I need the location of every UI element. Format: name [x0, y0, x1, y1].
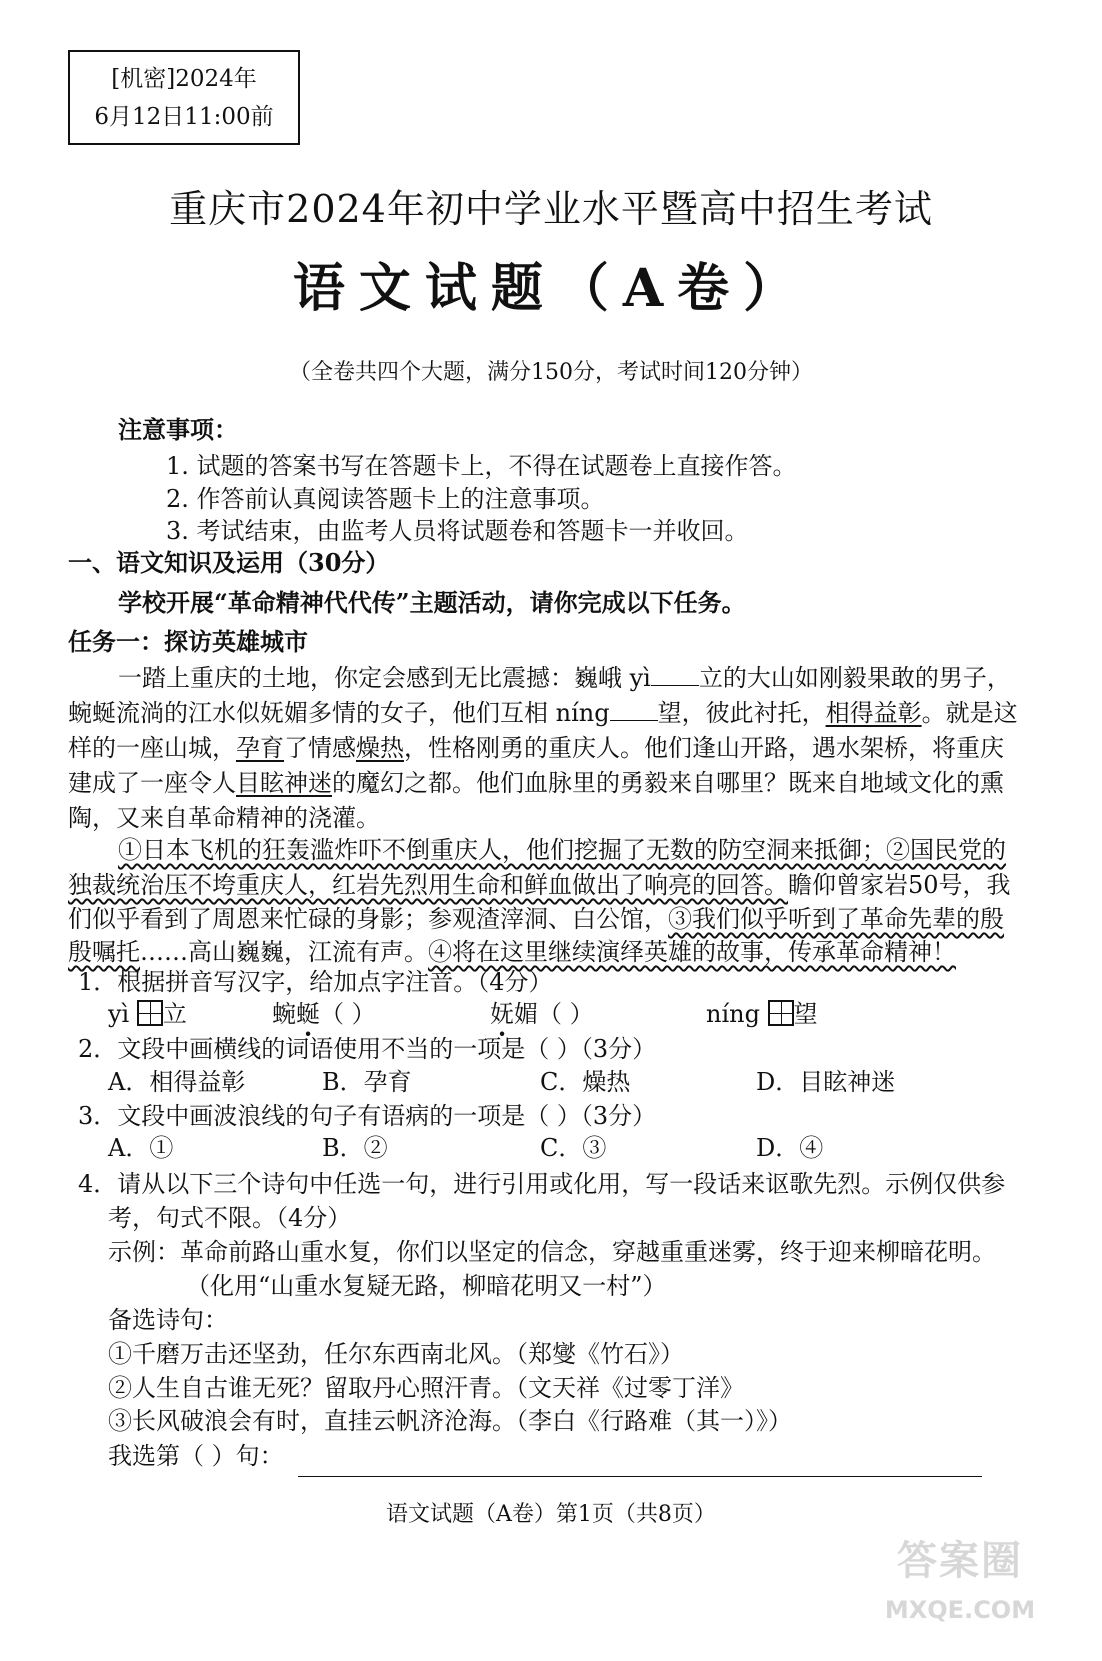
notes-heading: 注意事项：	[118, 415, 238, 444]
passage-text: 立的大山如刚毅果敢的男子，	[698, 664, 1011, 692]
passage-text: ……高山巍巍，江流有声。	[140, 938, 428, 966]
char-wang: 望	[793, 1000, 818, 1028]
word-wanyan: 蜿蜒	[272, 1000, 320, 1028]
watermark-text-cn: 答案圈	[897, 1538, 1023, 1584]
passage-text: ，性格刚勇的重庆人。他们逢山开路，遇水架桥，将重庆	[404, 734, 1004, 762]
wavy-sentence: ④将在这里继续演绎英雄的故事，传承革命精神！	[428, 938, 956, 966]
question-1-item-w2	[490, 994, 594, 1029]
question-4-stem-2: 考，句式不限。（4分）	[108, 1204, 352, 1232]
confidential-box	[68, 50, 300, 145]
question-4-example-note: （化用“山重水复疑无路，柳暗花明又一村”）	[186, 1272, 667, 1300]
wavy-sentence: ①日本飞机的狂轰滥炸吓不倒重庆人，他们挖掘了无数的防空洞来抵御；②国民党的	[118, 836, 1006, 864]
answer-line[interactable]	[298, 1476, 982, 1477]
question-1-item-w1	[272, 994, 376, 1029]
underlined-word: 孕育	[236, 734, 284, 762]
word-wumei: 妩媚	[490, 1000, 538, 1028]
passage-line: 陶，又来自革命精神的浇灌。	[68, 804, 380, 832]
answer-box-yi[interactable]	[137, 1000, 163, 1026]
confidential-line-1: [机密]2024年	[111, 66, 257, 92]
passage-line	[68, 693, 1018, 728]
section-intro: 学校开展“革命精神代代传”主题活动，请你完成以下任务。	[118, 588, 746, 617]
paper-subtitle: （全卷共四个大题，满分150分，考试时间120分钟）	[289, 360, 813, 385]
passage-text: 了情感	[284, 734, 356, 762]
passage-line	[118, 830, 1006, 865]
passage-text: 瞻仰曾家岩50号，我	[788, 871, 1011, 899]
answer-box-ning[interactable]	[768, 1000, 794, 1026]
confidential-line-2: 6月12日11:00前	[94, 104, 274, 130]
passage-line	[118, 658, 1011, 693]
passage-text: 。就是这	[921, 699, 1018, 727]
passage-line	[68, 763, 1004, 798]
question-3-option-d[interactable]: D．④	[756, 1134, 824, 1162]
passage-line	[68, 728, 1004, 763]
question-2-option-d[interactable]: D．目眩神迷	[756, 1068, 896, 1096]
task-heading: 任务一：探访英雄城市	[68, 627, 308, 656]
underlined-word: 燥热	[356, 734, 404, 762]
question-2-stem: 2．文段中画横线的词语使用不当的一项是（ ）（3分）	[78, 1035, 657, 1063]
note-item-1: 1. 试题的答案书写在答题卡上，不得在试题卷上直接作答。	[166, 452, 797, 480]
passage-text: 蜿蜒流淌的江水似妩媚多情的女子，他们互相 níng	[68, 699, 610, 727]
question-2-option-a[interactable]: A．相得益彰	[108, 1068, 246, 1096]
blank-ning	[610, 720, 658, 721]
answer-paren[interactable]: （ ）	[320, 1000, 376, 1028]
pinyin-ning: níng	[706, 1000, 760, 1028]
blank-yi	[651, 685, 699, 686]
passage-text: 望，彼此衬托，	[657, 699, 826, 727]
question-3-option-b[interactable]: B．②	[322, 1134, 388, 1162]
note-item-2: 2. 作答前认真阅读答题卡上的注意事项。	[166, 485, 605, 513]
question-2-option-c[interactable]: C．燥热	[540, 1068, 631, 1096]
question-1-item-ning	[706, 994, 818, 1029]
question-1-stem: 1．根据拼音写汉字，给加点字注音。（4分）	[78, 968, 553, 996]
poem-option-2: ②人生自古谁无死？留取丹心照汗青。（文天祥《过零丁洋》	[108, 1374, 744, 1402]
underlined-word: 目眩神迷	[236, 769, 332, 797]
passage-line	[68, 899, 1004, 934]
passage-text: 样的一座山城，	[68, 734, 236, 762]
question-1-item-yi	[108, 994, 187, 1029]
char-li: 立	[162, 1000, 187, 1028]
section-heading: 一、语文知识及运用（30分）	[68, 548, 390, 577]
passage-text: 们似乎看到了周恩来忙碌的身影；参观渣滓洞、白公馆，	[68, 905, 668, 933]
wavy-sentence: 殷嘱托	[68, 938, 140, 966]
passage-text: 建成了一座令人	[68, 769, 236, 797]
question-3-option-c[interactable]: C．③	[540, 1134, 607, 1162]
passage-text: 一踏上重庆的土地，你定会感到无比震撼：巍峨 yì	[118, 664, 651, 692]
watermark-text-en: MXQE.COM	[884, 1596, 1036, 1624]
passage-line	[68, 865, 1011, 900]
question-3-option-a[interactable]: A．①	[108, 1134, 174, 1162]
question-4-choose: 我选第（ ）句：	[108, 1442, 284, 1470]
underlined-word: 相得益彰	[825, 699, 922, 727]
paper-title: 语文试题（A卷）	[292, 258, 810, 319]
poem-option-1: ①千磨万击还坚劲，任尔东西南北风。（郑燮《竹石》）	[108, 1340, 684, 1368]
question-4-example: 示例：革命前路山重水复，你们以坚定的信念，穿越重重迷雾，终于迎来柳暗花明。	[108, 1238, 996, 1266]
wavy-sentence: ③我们似乎听到了革命先辈的殷	[668, 905, 1004, 933]
watermark-logo	[880, 1525, 1040, 1655]
answer-paren[interactable]: （ ）	[538, 1000, 594, 1028]
question-2-option-b[interactable]: B．孕育	[322, 1068, 412, 1096]
page-footer: 语文试题（A卷）第1页（共8页）	[386, 1502, 716, 1527]
wavy-sentence: 独裁统治压不垮重庆人，红岩先烈用生命和鲜血做出了响亮的回答。	[68, 871, 788, 899]
poem-option-3: ③长风破浪会有时，直挂云帆济沧海。（李白《行路难（其一）》）	[108, 1407, 792, 1435]
pinyin-yi: yì	[108, 1000, 130, 1028]
question-3-stem: 3．文段中画波浪线的句子有语病的一项是（ ）（3分）	[78, 1102, 657, 1130]
exam-title: 重庆市2024年初中学业水平暨高中招生考试	[169, 187, 933, 231]
question-4-options-heading: 备选诗句：	[108, 1306, 228, 1334]
question-4-stem-1: 4．请从以下三个诗句中任选一句，进行引用或化用，写一段话来讴歌先烈。示例仅供参	[78, 1170, 1006, 1198]
passage-text: 的魔幻之都。他们血脉里的勇毅来自哪里？既来自地域文化的熏	[332, 769, 1004, 797]
note-item-3: 3. 考试结束，由监考人员将试题卷和答题卡一并收回。	[166, 517, 749, 545]
